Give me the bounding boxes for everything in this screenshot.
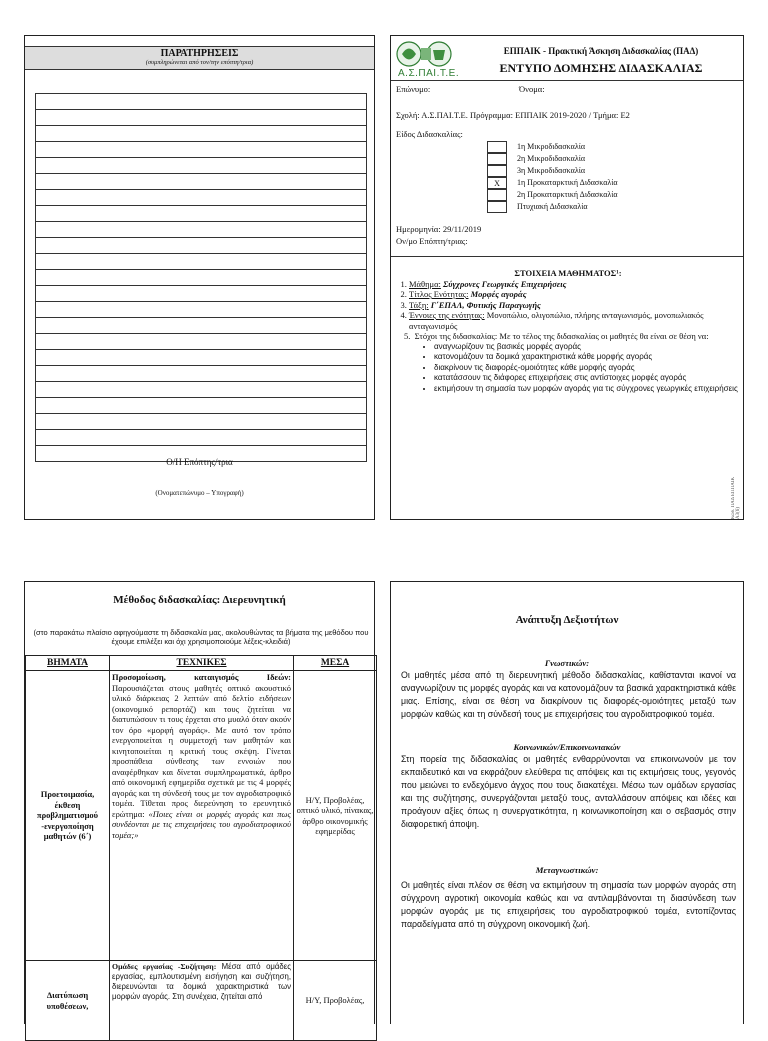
observation-line[interactable] (35, 174, 367, 190)
teaching-type-checkbox[interactable] (487, 189, 507, 201)
teaching-type-label: 3η Μικροδιδασκαλία (517, 166, 586, 175)
name-field[interactable]: Όνομα: (519, 84, 545, 94)
social-text: Στη πορεία της διδασκαλίας οι μαθητές ενθαρρύνονται να επικοινωνούν με τον εκπαιδευτικό και να εκφράζουν ελεύθερα τις απόψεις και τις εκτιμήσεις τους, γεγονός που μειώνει το ενδεχόμενο άγχος που τους διακατέχει. Μέσω των ομάδων εργασίας και της συζήτησης, συνεργάζονται μεταξύ τους, ανταλλάσουν απόψεις και ιδέες και προάγουν αξίες όπως η συνεργατικότητα, η κοινωνικοποίηση και ο σεβασμός στην διαφορετική άποψη. (401, 754, 736, 829)
column-header-techniques: ΤΕΧΝΙΚΕΣ (110, 656, 294, 671)
observation-line[interactable] (35, 318, 367, 334)
lesson-item: 3. Τάξη: Γ΄ΕΠΑΛ, Φυτικής Παραγωγής (409, 300, 740, 311)
objective-item: • αναγνωρίζουν τις βασικές μορφές αγοράς (434, 342, 740, 353)
step-cell: Προετοιμασία, έκθεση προβληματισμού -ενεργοποίηση μαθητών (6΄) (26, 671, 110, 961)
media-cell: Η/Υ, Προβολέας, (294, 961, 377, 1041)
media-cell: Η/Υ, Προβολέας, οπτικό υλικό, πίνακας, άρθρο οικονομικής εφημερίδας (294, 671, 377, 961)
skills-title: Ανάπτυξη Δεξιοτήτων (515, 614, 619, 626)
objective-item: • διακρίνουν τις διαφορές-ομοιότητες κάθε μορφής αγοράς (434, 363, 740, 374)
signature-label: (Ονοματεπώνυμο – Υπογραφή) (155, 489, 244, 497)
objective-item: • κατατάσσουν τις διάφορες επιχειρήσεις στις αντίστοιχες μορφές αγοράς (434, 373, 740, 384)
lesson-item: 2. Τίτλος Ενότητας: Μορφές αγοράς (409, 289, 740, 300)
date-field: Ημερομηνία: 29/11/2019 (396, 224, 482, 234)
research-question: «Ποιες είναι οι μορφές αγοράς και πως συνδέονται με τις επιχειρήσεις του αγροδιατροφικού τομέα;» (112, 808, 291, 840)
observation-line[interactable] (35, 94, 367, 110)
observation-lines[interactable] (35, 93, 367, 468)
objective-item: • εκτιμήσουν τη σημασία των μορφών αγοράς για τις σύγχρονες γεωργικές επιχειρήσεις (434, 384, 740, 395)
observation-line[interactable] (35, 222, 367, 238)
supervisor-name-field[interactable]: Ον/μο Επόπτη/τριας: (396, 236, 468, 246)
observation-line[interactable] (35, 206, 367, 222)
observation-line[interactable] (35, 142, 367, 158)
table-header-row (26, 656, 377, 671)
skills-panel (390, 581, 744, 1024)
surname-field[interactable]: Επώνυμο: (396, 84, 431, 94)
observation-line[interactable] (35, 366, 367, 382)
lesson-details (396, 268, 740, 394)
observation-line[interactable] (35, 398, 367, 414)
form-header-title: ΕΝΤΥΠΟ ΔΟΜΗΣΗΣ ΔΙΔΑΣΚΑΛΙΑΣ (499, 61, 703, 75)
lesson-item: 1. Μάθημα: Σύγχρονες Γεωργικές Επιχειρήσεις (409, 279, 740, 290)
observation-line[interactable] (35, 430, 367, 446)
technique-cell (110, 961, 294, 1041)
observation-line[interactable] (35, 414, 367, 430)
column-header-steps: ΒΗΜΑΤΑ (26, 656, 110, 671)
observations-header (25, 46, 374, 70)
observation-line[interactable] (35, 270, 367, 286)
teaching-type-checkbox[interactable] (487, 201, 507, 213)
step-cell: Διατύπωση υποθέσεων, (26, 961, 110, 1041)
lesson-items (396, 279, 740, 332)
observation-line[interactable] (35, 350, 367, 366)
observation-line[interactable] (35, 158, 367, 174)
observation-line[interactable] (35, 110, 367, 126)
technique-text: Παρουσιάζεται στους μαθητές οπτικό ακουστικό υλικό διάρκειας 2 λεπτών από δελτίο ειδήσεων (οικονομικό ρεπορτάζ) και τους ζητείται να διατυπώσουν τι τους έρχεται στο μυαλό όταν ακούν τον όρο «μορφή αγοράς». Με αυτό τον τρόπο ενεργοποιείται η συμμετοχή των μαθητών και κινητοποιείται η κριτική τους σκέψη. Γίνεται προσπάθεια σύνθεσης των εννοιών που αναφέρθηκαν και δίνεται συμπληρωματικά, άρθρο από οικονομική εφημερίδα σχετικά με τις 4 μορφές αγοράς και τη σύνδεσή τους με τον αγροδιατροφικό τομέα. Τίθεται προς διερεύνηση το ερευνητικό ερώτημα: (112, 682, 291, 819)
method-subtitle: (στο παρακάτω πλαίσιο αφηγούμαστε τη διδασκαλία μας, ακολουθώντας τα βήματα της μεθόδου που έχουμε επιλέξει και όχι χρησιμοποιούμε λέξεις-κλειδιά) (33, 628, 369, 646)
technique-text: Μέσα από ομάδες εργασίας, εμπλουτισμένη εισήγηση και συζήτηση, διερευνώνται τα δομικά χαρακτηριστικά των μορφών αγοράς. Στη συνέχεια, ζητείται από (112, 962, 291, 1001)
objectives-intro: 5. Στόχοι της διδασκαλίας: Με το τέλος της διδασκαλίας οι μαθητές θα είναι σε θέση να: (404, 331, 709, 341)
lesson-item: 4. Έννοιες της ενότητας: Μονοπώλιο, ολιγοπώλιο, πλήρης ανταγωνισμός, μονοπωλιακός ανταγωνισμός (409, 310, 740, 331)
teaching-type-label: 2η Προκαταρκτική Διδασκαλία (517, 190, 618, 199)
school-line: Σχολή: Α.Σ.ΠΑΙ.Τ.Ε. Πρόγραμμα: ΕΠΠΑΙΚ 2019-2020 / Τμήμα: Ε2 (396, 110, 630, 120)
observation-line[interactable] (35, 238, 367, 254)
form-code-note: Κωδ. ΠΑΔ ΕΠΠΑΙΚ A3(6) (731, 476, 741, 519)
observation-line[interactable] (35, 126, 367, 142)
method-panel (24, 581, 375, 1024)
teaching-type-checkbox[interactable] (487, 165, 507, 177)
teaching-type-label: 1η Προκαταρκτική Διδασκαλία (517, 178, 618, 187)
teaching-type-label: 1η Μικροδιδασκαλία (517, 142, 586, 151)
form-header-program: ΕΠΠΑΙΚ - Πρακτική Άσκηση Διδασκαλίας (ΠΑΔ) (503, 46, 699, 56)
method-title: Μέθοδος διδασκαλίας: Διερευνητική (113, 594, 286, 606)
teaching-type-label: Είδος Διδασκαλίας: (396, 129, 463, 139)
technique-heading: Ομάδες εργασίας -Συζήτηση: (112, 962, 217, 971)
supervisor-label: Ο/Η Επόπτης/τρια (166, 457, 233, 467)
observation-line[interactable] (35, 334, 367, 350)
teaching-form-panel (390, 35, 744, 520)
metacognitive-heading: Μεταγνωστικών: (535, 865, 599, 875)
metacognitive-text: Οι μαθητές είναι πλέον σε θέση να εκτιμήσουν τη σημασία των μορφών αγοράς στη σύγχρονη αγροτική οικονομία καθώς και να αντιλαμβάνονται τη διασύνδεση των μορφών αγοράς με τις επιχειρήσεις του αγροδιατροφικού τομέα, εντοπίζοντας παραδείγματα από τη σύγχρονη οικονομική ζωή. (401, 880, 736, 929)
divider (391, 256, 743, 257)
table-row (26, 961, 377, 1041)
technique-heading: Προσομοίωση, καταιγισμός Ιδεών: (112, 672, 291, 682)
table-row (26, 671, 377, 961)
observations-subtitle: (συμπληρώνεται από τον/την επόπτη/τρια) (145, 59, 254, 66)
observations-panel (24, 35, 375, 520)
social-heading: Κοινωνικών/Επικοινωνιακών (513, 742, 621, 752)
teaching-type-label: Πτυχιακή Διδασκαλία (517, 202, 588, 211)
technique-cell (110, 671, 294, 961)
observation-line[interactable] (35, 382, 367, 398)
teaching-type-checkbox[interactable] (487, 141, 507, 153)
cognitive-heading: Γνωστικών: (544, 658, 590, 668)
observation-line[interactable] (35, 254, 367, 270)
observations-title: ΠΑΡΑΤΗΡΗΣΕΙΣ (160, 48, 239, 59)
lesson-details-title: ΣΤΟΙΧΕΙΑ ΜΑΘΗΜΑΤΟΣ¹: (514, 268, 622, 278)
teaching-type-label: 2η Μικροδιδασκαλία (517, 154, 586, 163)
divider (391, 80, 743, 81)
observation-line[interactable] (35, 286, 367, 302)
observation-line[interactable] (35, 302, 367, 318)
objective-item: • κατονομάζουν τα δομικά χαρακτηριστικά κάθε μορφής αγοράς (434, 352, 740, 363)
teaching-type-checkbox[interactable]: X (487, 177, 507, 189)
observation-line[interactable] (35, 190, 367, 206)
method-table (25, 655, 377, 1041)
objectives-list (396, 342, 740, 395)
column-header-media: ΜΕΣΑ (294, 656, 377, 671)
logo-text: Α.Σ.ΠΑΙ.Τ.Ε. (398, 68, 460, 79)
cognitive-text: Οι μαθητές μέσα από τη διερευνητική μέθοδο διδασκαλίας, καθίστανται ικανοί να αναγνωρίζουν τις μορφές αγοράς και να κατονομάζουν τα βασικά χαρακτηριστικά κάθε μιας. Επίσης, είναι σε θέση να διακρίνουν τις διαφορές-ομοιότητες μεταξύ των μορφών καθώς και τη σύνδεσή τους με επιχειρήσεις του αγροδιατροφικού τομέα. (401, 670, 736, 719)
teaching-type-checkbox[interactable] (487, 153, 507, 165)
